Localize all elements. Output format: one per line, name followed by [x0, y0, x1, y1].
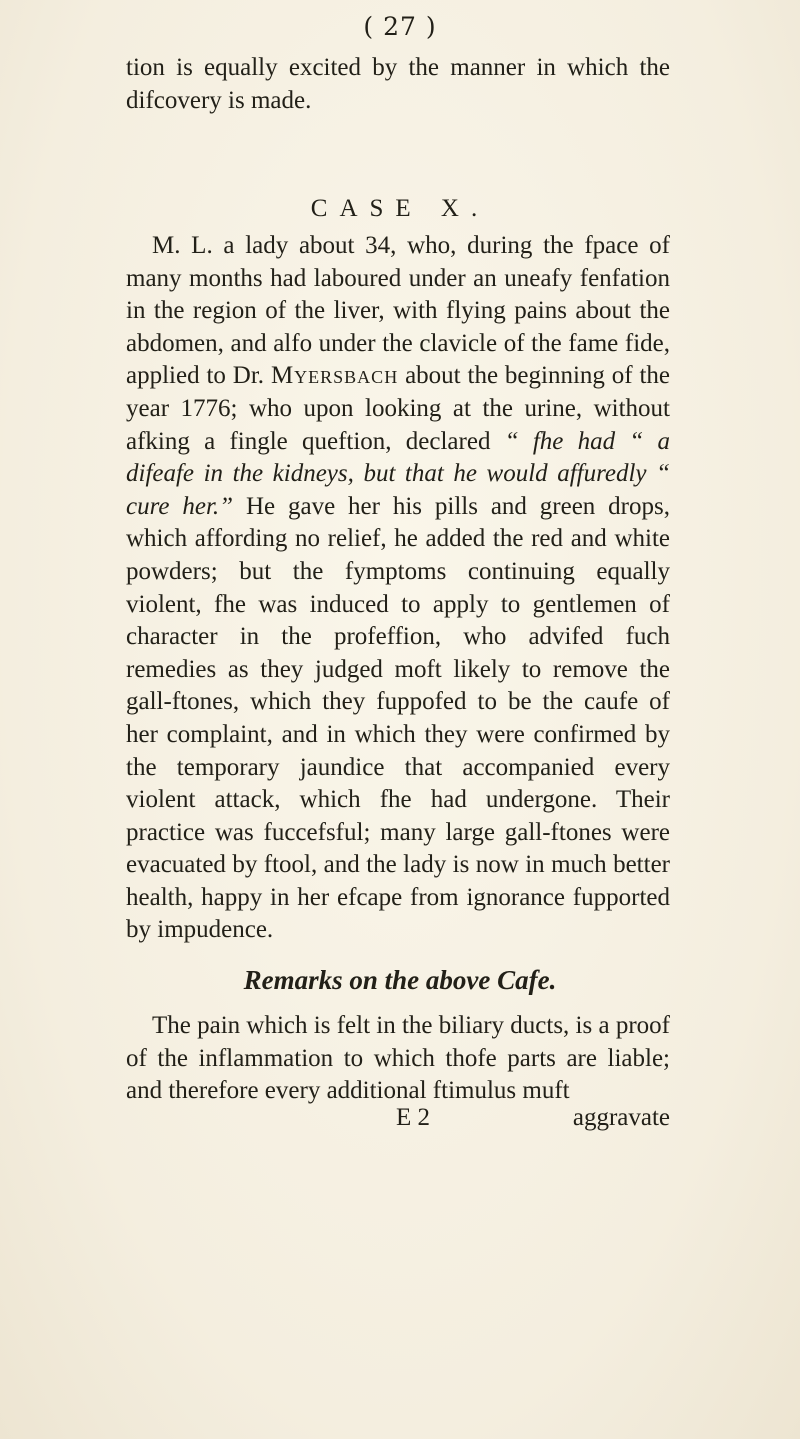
catchword: aggravate: [572, 1104, 670, 1131]
page-number-header: ( 27 ): [363, 12, 437, 41]
case-text-part-1: M. L. a lady about 34, who, during the fpace of many months had laboured under an uneafy fenfation in the region of the liver, with flying pains about the abdomen, and alfo under the clavicle of the fame fide, applied to Dr.: [126, 232, 670, 390]
case-title: CASE X.: [310, 195, 490, 222]
case-text-part-2: about the beginning of the year 1776; who upon looking at the urine, without afking a fingle queftion, declared: [126, 362, 671, 455]
case-paragraph: [126, 230, 670, 947]
remarks-text-block: [126, 1010, 670, 1108]
quoted-diagnosis: “ fhe had “ a difeafe in the kidneys, but that he would affuredly “ cure her.”: [126, 427, 671, 520]
intro-text-block: [126, 52, 670, 117]
doctor-name: Myersbach: [270, 362, 399, 390]
signature-mark: E 2: [396, 1104, 431, 1131]
intro-paragraph: tion is equally excited by the manner in which the difcovery is made.: [126, 54, 670, 114]
page-footer: [126, 1104, 670, 1138]
case-text-part-3: He gave her his pills and green drops, which affording no relief, he added the red and white powders; but the fymptoms continuing equally violent, fhe was induced to apply to gentlemen of character in the profeffion, who advifed fuch remedies as they judged moft likely to remove the gall-ftones, which they fuppofed to be the caufe of her complaint, and in which they were confirmed by the temporary jaundice that accompanied every violent attack, which fhe had undergone. Their practice was fuccefsful; many large gall-ftones were evacuated by ftool, and the lady is now in much better health, happy in her efcape from ignorance fupported by impudence.: [126, 492, 670, 944]
remarks-paragraph: The pain which is felt in the biliary ducts, is a proof of the inflammation to which thofe parts are liable; and therefore every additional ftimulus muft: [126, 1012, 670, 1105]
case-text-block: [126, 230, 670, 947]
remarks-heading: Remarks on the above Cafe.: [243, 965, 557, 995]
